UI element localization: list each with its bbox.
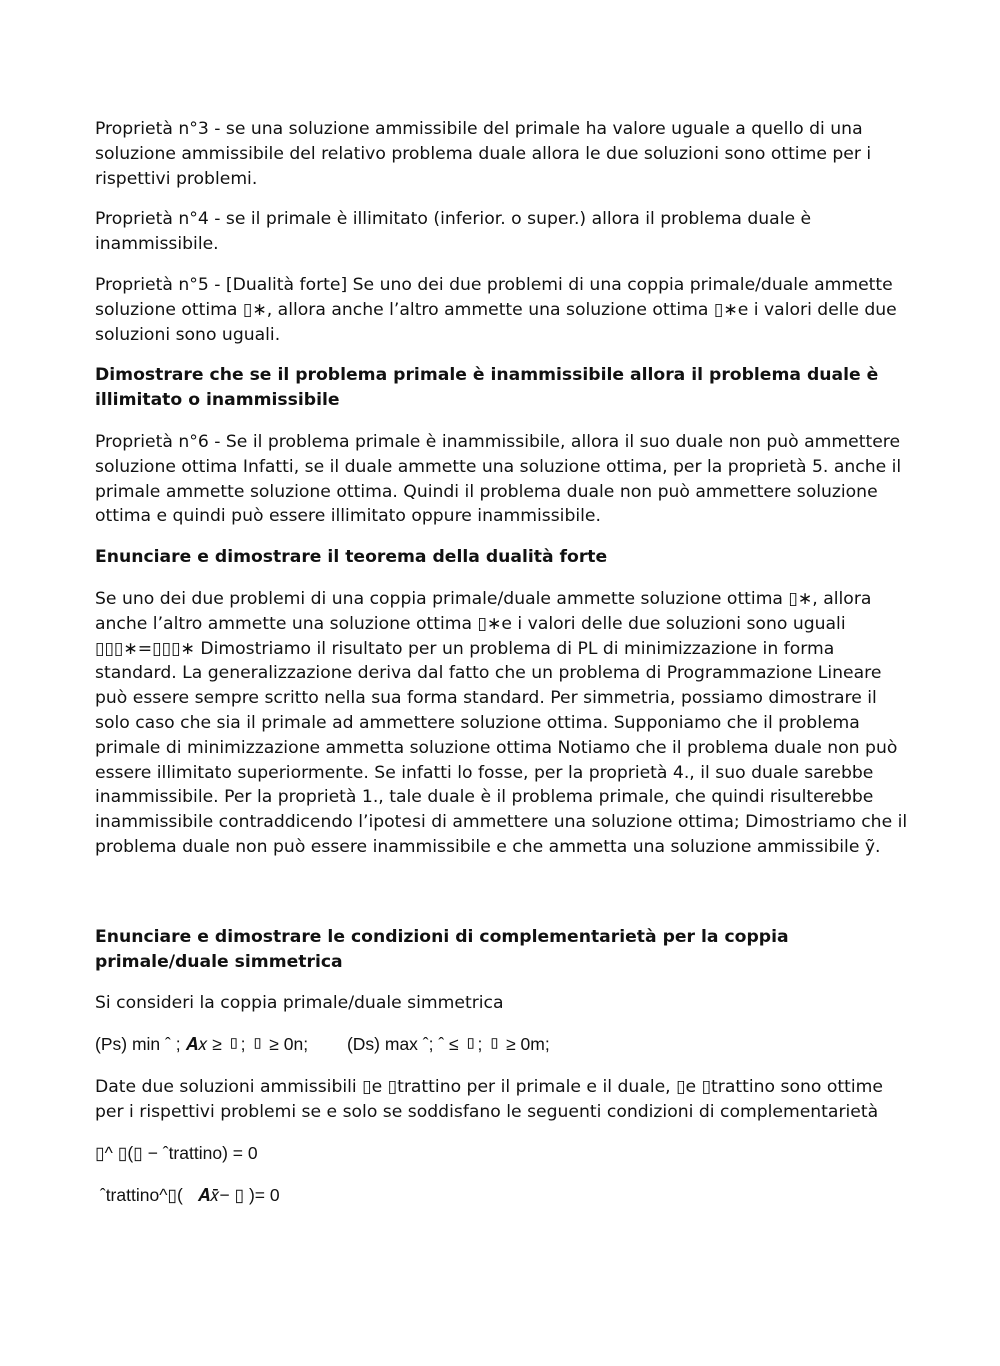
formula-condizione-1: ▯^ ▯(▯ − ˆtrattino) = 0 [95, 1142, 258, 1163]
document-page [95, 117, 910, 1226]
paragraph-proprieta-6: Proprietà n°6 - Se il problema primale è inammissibile, allora il suo duale non può ammettere soluzione ottima Infatti, se il duale ammette una soluzione ottima, per la proprietà 5. anche il primale ammette soluzione ottima. Quindi il problema duale non può ammettere soluzione ottima e quindi può essere illimitato oppure inammissibile. [95, 431, 902, 527]
paragraph-dimostrazione-dualita-forte: Se uno dei due problemi di una coppia primale/duale ammette soluzione ottima ▯∗, allora anche l’altro ammette una soluzione ottima ▯∗e i valori delle due soluzioni sono uguali ▯▯▯∗=▯▯▯∗ Dimostriamo il risultato per un problema di PL di minimizzazione in forma standard. La generalizzazione deriva dal fatto che un problema di Programmazione Lineare può essere sempre scritto nella sua forma standard. Per simmetria, possiamo dimostrare il solo caso che sia il primale ad ammettere soluzione ottima. Supponiamo che il problema primale di minimizzazione ammetta soluzione ottima Notiamo che il problema duale non può essere illimitato superiormente. Se infatti lo fosse, per la proprietà 4., il suo duale sarebbe inammissibile. Per la proprietà 1., tale duale è il problema primale, che quindi risulterebbe inammissibile contraddicendo l’ipotesi di ammettere una soluzione ottima; Dimostriamo che il problema duale non può essere inammissibile e che ammetta una soluzione ammissibile ỹ. [95, 588, 908, 857]
paragraph-proprieta-5: Proprietà n°5 - [Dualità forte] Se uno dei due problemi di una coppia primale/duale ammette soluzione ottima ▯∗, allora anche l’altro ammette una soluzione ottima ▯∗e i valori delle due soluzioni sono uguali. [95, 274, 897, 345]
paragraph-coppia-simmetrica: Si consideri la coppia primale/duale simmetrica [95, 993, 504, 1014]
paragraph-proprieta-4: Proprietà n°4 - se il primale è illimitato (inferior. o super.) allora il problema duale è inammissibile. [95, 209, 812, 255]
paragraph-proprieta-3: Proprietà n°3 - se una soluzione ammissibile del primale ha valore uguale a quello di una soluzione ammissibile del relativo problema duale allora le due soluzioni sono ottime per i rispettivi problemi. [95, 119, 872, 189]
heading-primale-inammissibile: Dimostrare che se il problema primale è inammissibile allora il problema duale è illimitato o inammissibile [95, 365, 879, 411]
paragraph-condizioni: Date due soluzioni ammissibili ▯e ▯trattino per il primale e il duale, ▯e ▯trattino sono ottime per i rispettivi problemi se e solo se soddisfano le seguenti condizioni di complementarietà [95, 1076, 883, 1122]
blank-space [95, 876, 910, 925]
heading-dualita-forte: Enunciare e dimostrare il teorema della dualità forte [95, 547, 608, 568]
heading-complementarieta: Enunciare e dimostrare le condizioni di complementarietà per la coppia primale/duale simmetrica [95, 926, 789, 972]
formula-ps-ds: (Ps) min ˆ ; 𝑨𝑥 ≥ ▯; ▯ ≥ 0n; (Ds) max ˆ; ˆ ≤ ▯; ▯ ≥ 0m; [95, 1034, 550, 1055]
formula-condizione-2: ˆtrattino^▯( 𝑨𝑥̄− ▯ )= 0 [95, 1185, 280, 1206]
